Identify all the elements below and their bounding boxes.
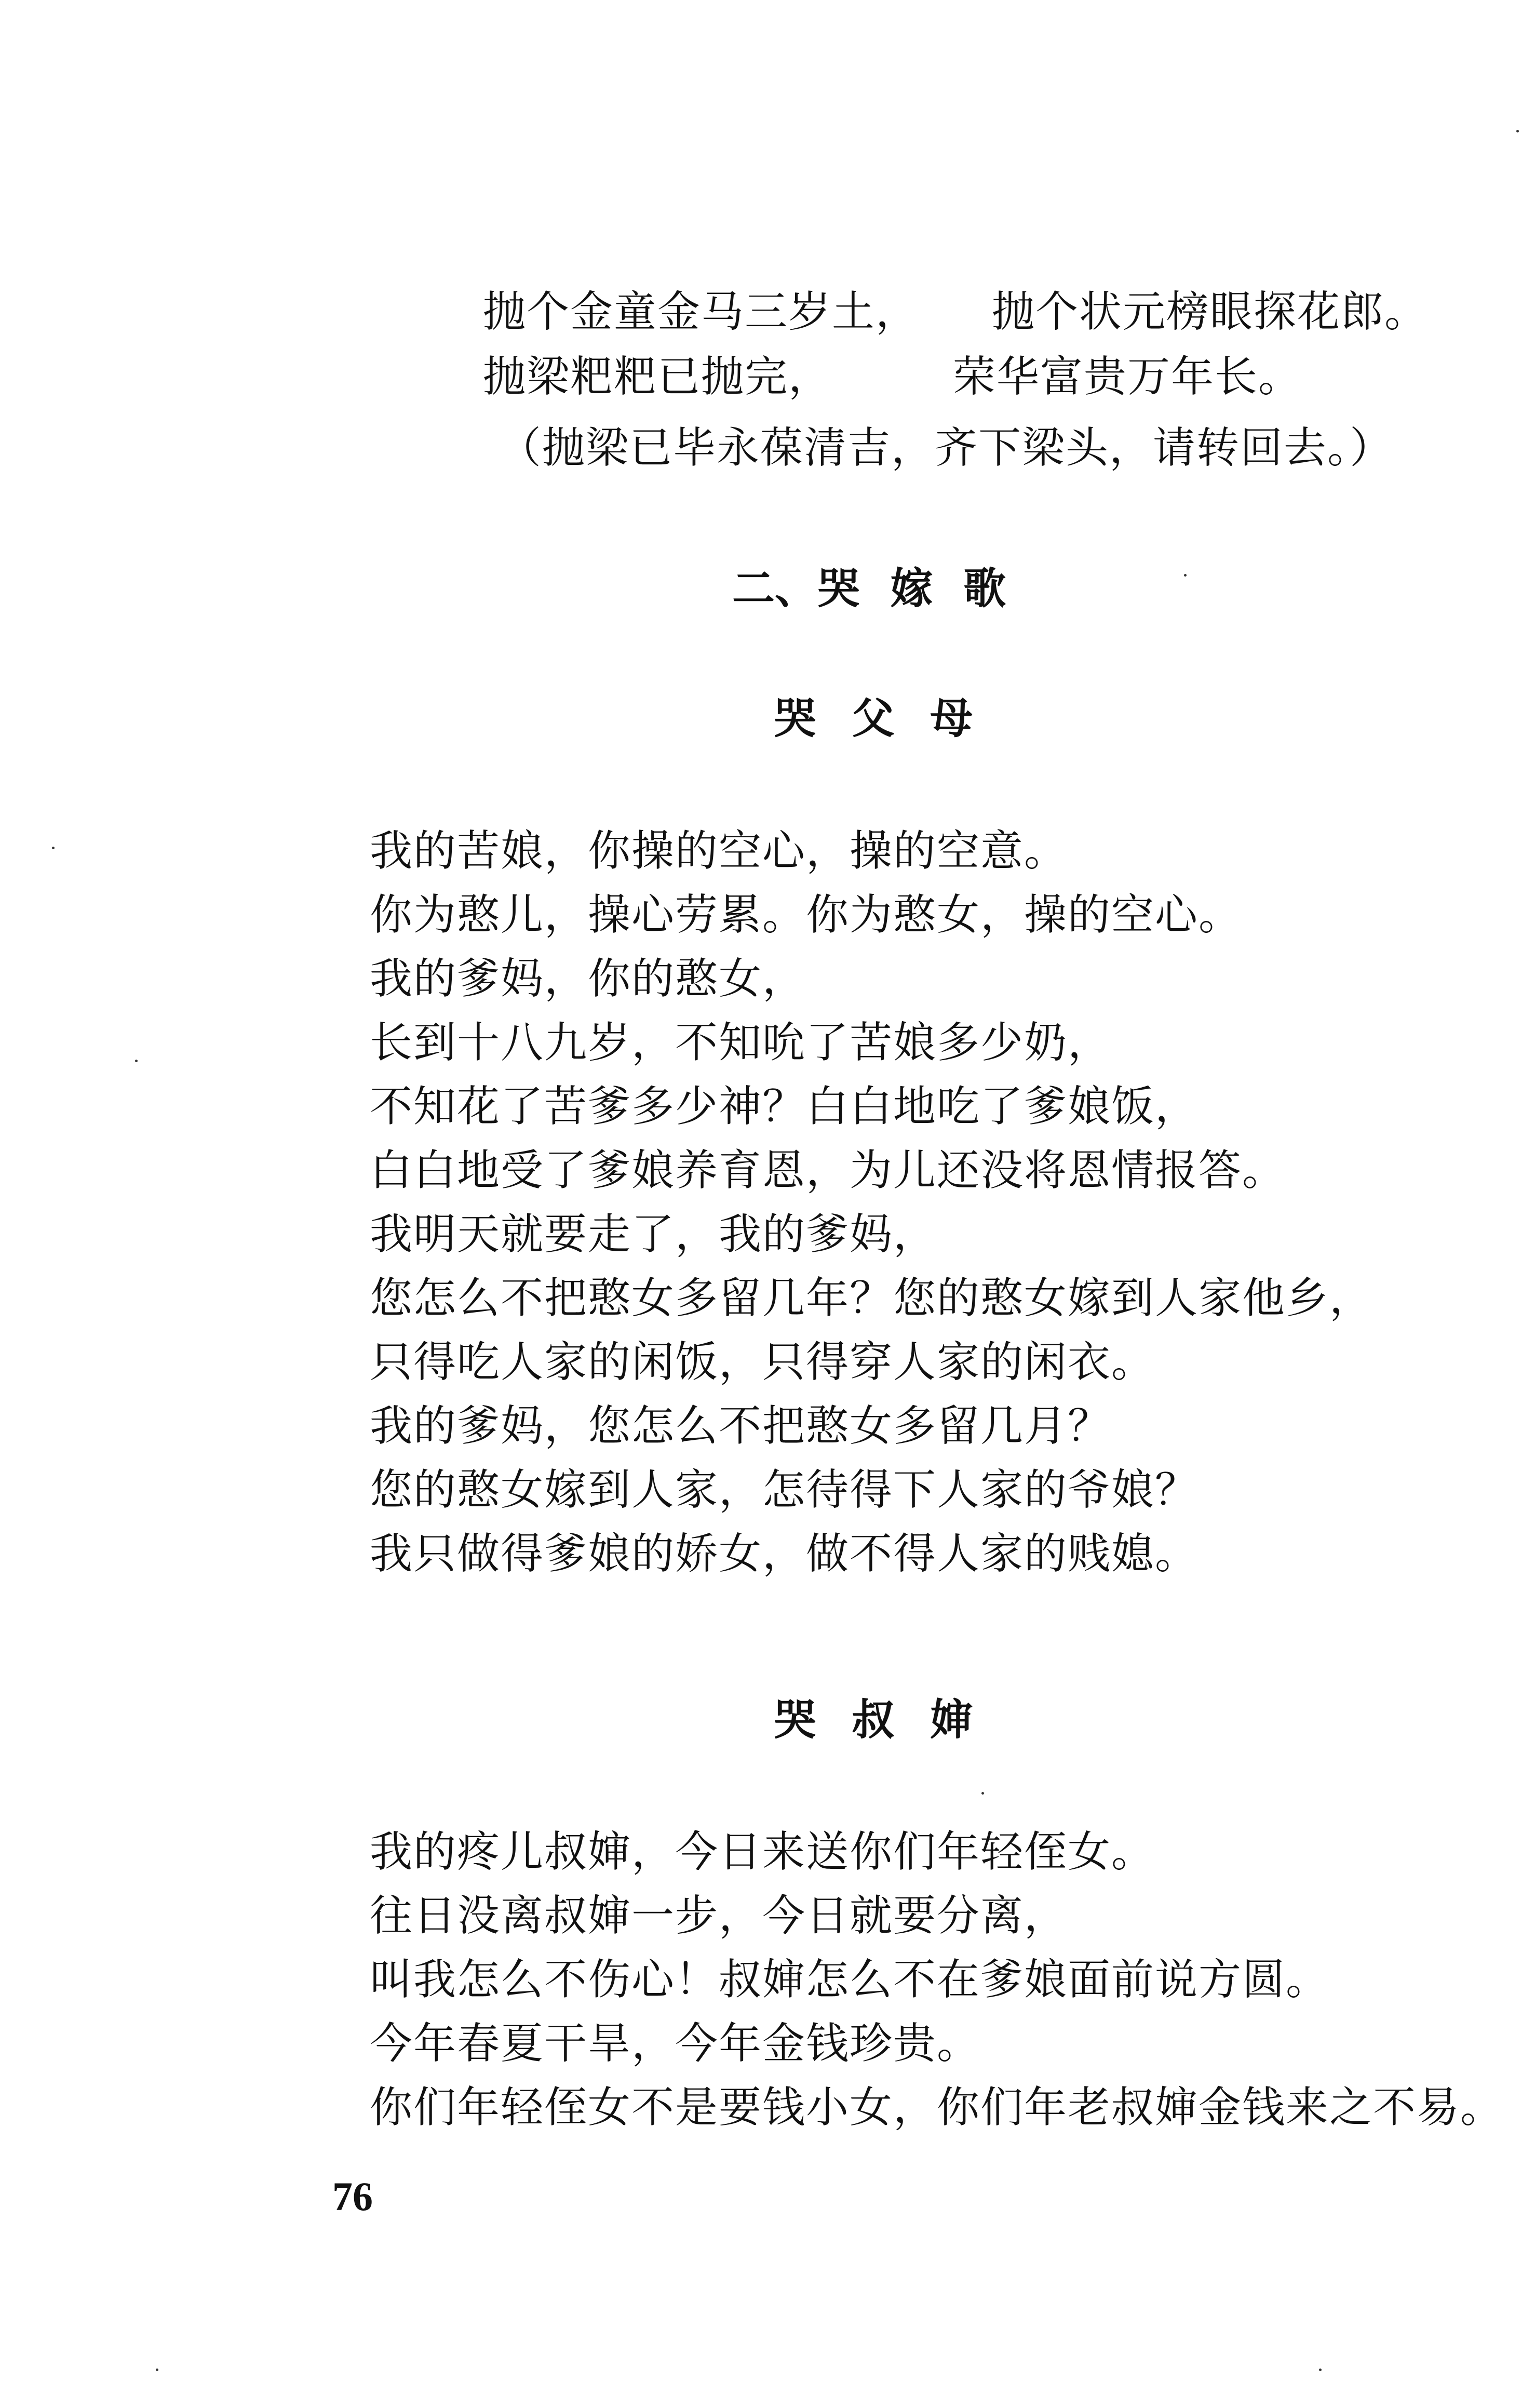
section-heading: 二、哭 嫁 歌: [732, 564, 1006, 613]
scan-speck: [1516, 130, 1519, 132]
verse-line: 今年春夏干旱，今年金钱珍贵。: [370, 2019, 981, 2068]
verse-line: 不知花了苦爹多少神？白白地吃了爹娘饭，: [370, 1082, 1199, 1131]
verse-line: 我明天就要走了，我的爹妈，: [370, 1210, 937, 1259]
verse-line: 您的憨女嫁到人家，怎待得下人家的爷娘？: [370, 1465, 1199, 1515]
poem-line-1-left: 抛个金童金马三岁土，: [483, 287, 920, 337]
verse-line: 长到十八九岁，不知吮了苦娘多少奶，: [370, 1018, 1112, 1067]
poem-closing-note: （抛梁已毕永葆清吉，齐下梁头，请转回去。）: [499, 423, 1394, 473]
part1-title: 哭 父 母: [774, 693, 973, 743]
poem-line-2-left: 抛梁粑粑已抛完，: [483, 352, 832, 402]
verse-line: 往日没离叔婶一步，今日就要分离，: [370, 1891, 1068, 1941]
scan-speck: [1184, 574, 1187, 577]
verse-line: 我的疼儿叔婶，今日来送你们年轻侄女。: [370, 1827, 1155, 1877]
verse-line: 您怎么不把憨女多留几年？您的憨女嫁到人家他乡，: [370, 1274, 1374, 1323]
page-number: 76: [332, 2174, 373, 2219]
scan-speck: [156, 2369, 158, 2371]
verse-line: 你们年轻侄女不是要钱小女，你们年老叔婶金钱来之不易。: [370, 2083, 1504, 2132]
verse-line: 白白地受了爹娘养育恩，为儿还没将恩情报答。: [370, 1146, 1286, 1195]
scan-speck: [52, 847, 55, 849]
verse-line: 我的苦娘，你操的空心，操的空意。: [370, 826, 1068, 876]
poem-line-2-right: 荣华富贵万年长。: [953, 352, 1302, 402]
verse-line: 只得吃人家的闲饭，只得穿人家的闲衣。: [370, 1337, 1155, 1387]
scan-speck: [135, 1060, 138, 1062]
scan-speck: [1319, 2369, 1322, 2371]
verse-line: 我的爹妈，您怎么不把憨女多留几月？: [370, 1401, 1112, 1451]
verse-line: 我的爹妈，你的憨女，: [370, 954, 806, 1004]
verse-line: 你为憨儿，操心劳累。你为憨女，操的空心。: [370, 890, 1243, 940]
verse-line: 叫我怎么不伤心！叔婶怎么不在爹娘面前说方圆。: [370, 1955, 1330, 2004]
poem-line-1-right: 抛个状元榜眼探花郎。: [992, 287, 1429, 337]
part2-title: 哭 叔 婶: [774, 1695, 973, 1745]
verse-line: 我只做得爹娘的娇女，做不得人家的贱媳。: [370, 1529, 1199, 1578]
scan-speck: [981, 1792, 984, 1795]
